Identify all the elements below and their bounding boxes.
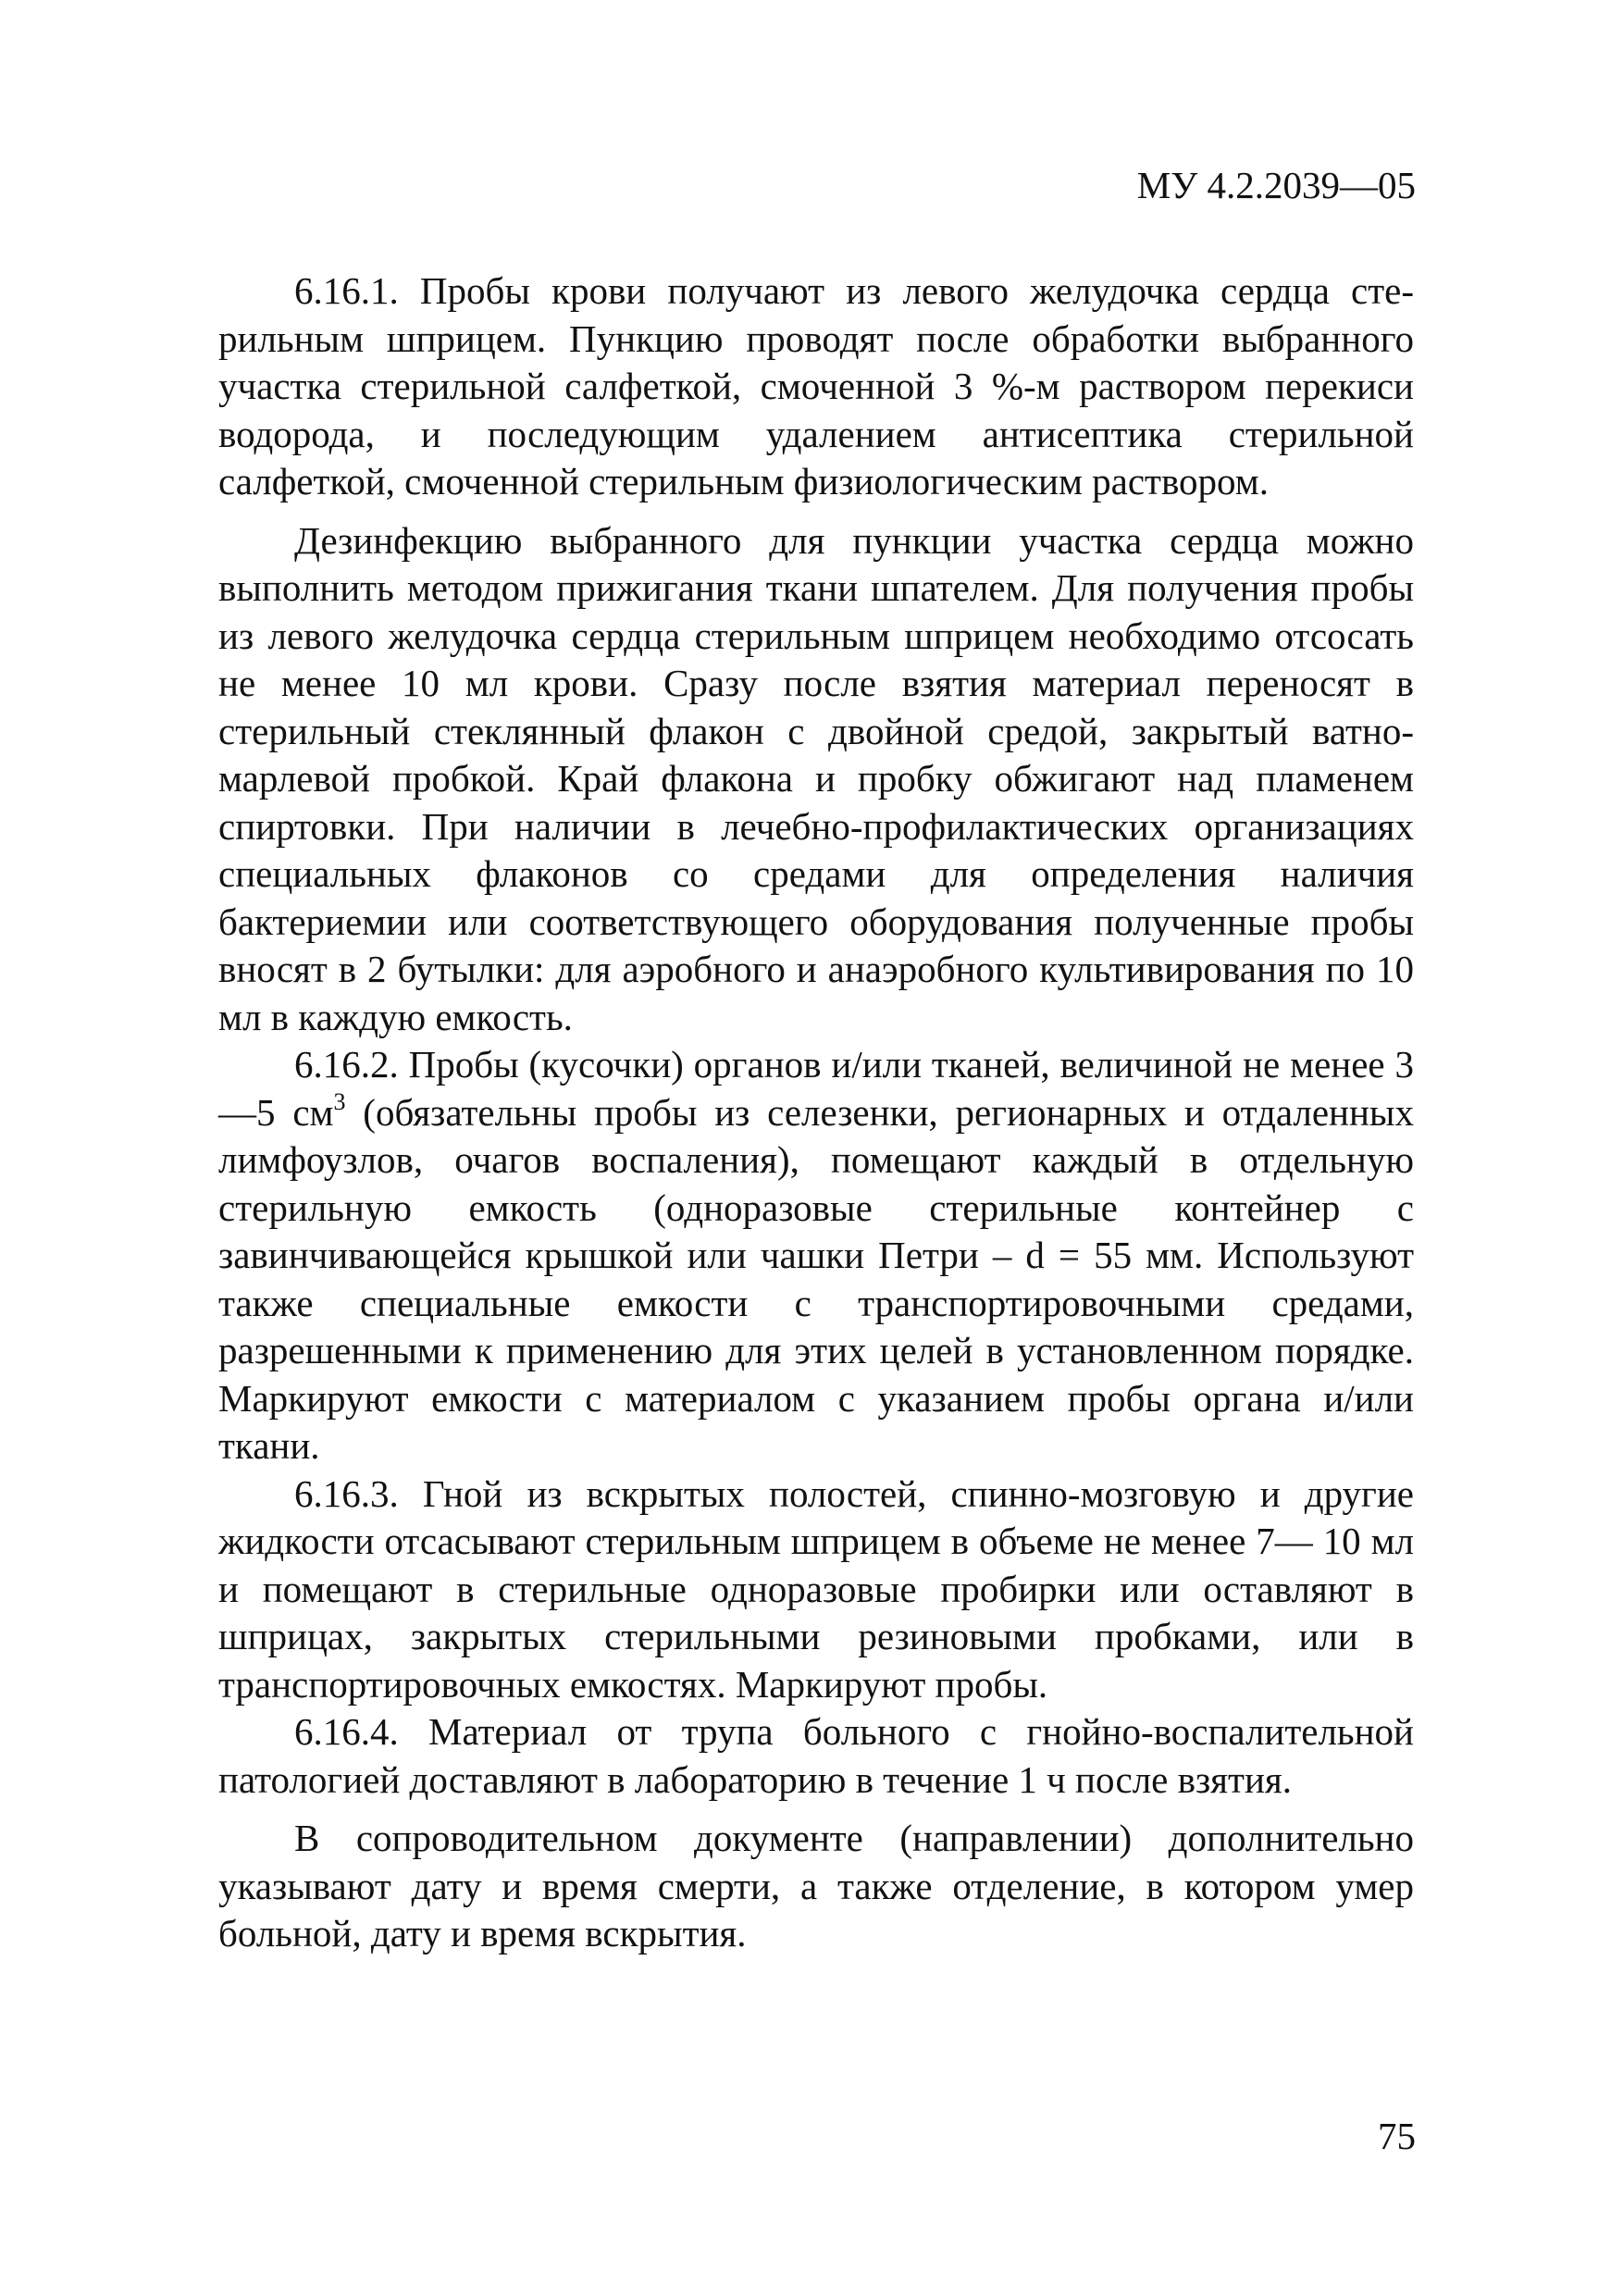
- paragraph-disinfection: Дезинфекцию выбранного для пункции участка сердца можно выполнить методом прижигания ткани шпателем. Для получения пробы из левого желудочка сердца стерильным шприцем необходимо отсосать не менее 10 мл крови. Сразу после взятия материал переносят в стерильный стеклянный флакон с двойной средой, закрытый ватно-марлевой пробкой. Край флакона и пробку обжигают над пламенем спиртовки. При наличии в лечебно-профилактических организациях специальных флаконов со средами для определения наличия бактериемии или соответствующего оборудования полученные пробы вносят в 2 бутылки: для аэробного и анаэробного культивирования по 10 мл в каждую емкость.: [218, 518, 1414, 1038]
- paragraph-6-16-2-text-start: 6.16.2. Пробы (кусочки) органов и/или тканей, величиной не менее 3—5 см: [218, 1043, 1414, 1134]
- running-header: МУ 4.2.2039—05: [1136, 164, 1416, 206]
- superscript-cubed: 3: [333, 1087, 346, 1115]
- paragraph-6-16-2-text-end: (обязательны пробы из селезенки, регионарных и отдаленных лимфоузлов, очагов воспаления), помещают каждый в отдельную стерильную емкость (одноразовые стерильные контейнер с завинчивающейся крышкой или чашки Петри – d = 55 мм. Используют также специальные емкости с транспортировочными средами, разрешенными к применению для этих целей в установленном порядке. Маркируют емкости с материалом с указанием пробы органа и/или ткани.: [218, 1090, 1414, 1467]
- page-number: 75: [1378, 2115, 1416, 2157]
- paragraph-6-16-1: 6.16.1. Пробы крови получают из левого желудочка сердца стерильным шприцем. Пункцию проводят после обработки выбранного участка стерильной салфеткой, смоченной 3 %-м раствором перекиси водорода, и последующим удалением антисептика стерильной салфеткой, смоченной стерильным физиологическим раствором.: [218, 269, 1414, 503]
- paragraph-6-16-3: 6.16.3. Гной из вскрытых полостей, спинно-мозговую и другие жидкости отсасывают стерильным шприцем в объеме не менее 7— 10 мл и помещают в стерильные одноразовые пробирки или оставляют в шприцах, закрытых стерильными резиновыми пробками, или в транспортировочных емкостях. Маркируют пробы.: [218, 1471, 1414, 1706]
- document-body: [218, 267, 1414, 1958]
- paragraph-6-16-4: 6.16.4. Материал от трупа больного с гнойно-воспалительной патологией доставляют в лабораторию в течение 1 ч после взятия.: [218, 1710, 1414, 1801]
- paragraph-accompanying-document: В сопроводительном документе (направлении) дополнительно указывают дату и время смерти, а также отделение, в котором умер больной, дату и время вскрытия.: [218, 1817, 1414, 1955]
- paragraph-6-16-2: [218, 1041, 1414, 1471]
